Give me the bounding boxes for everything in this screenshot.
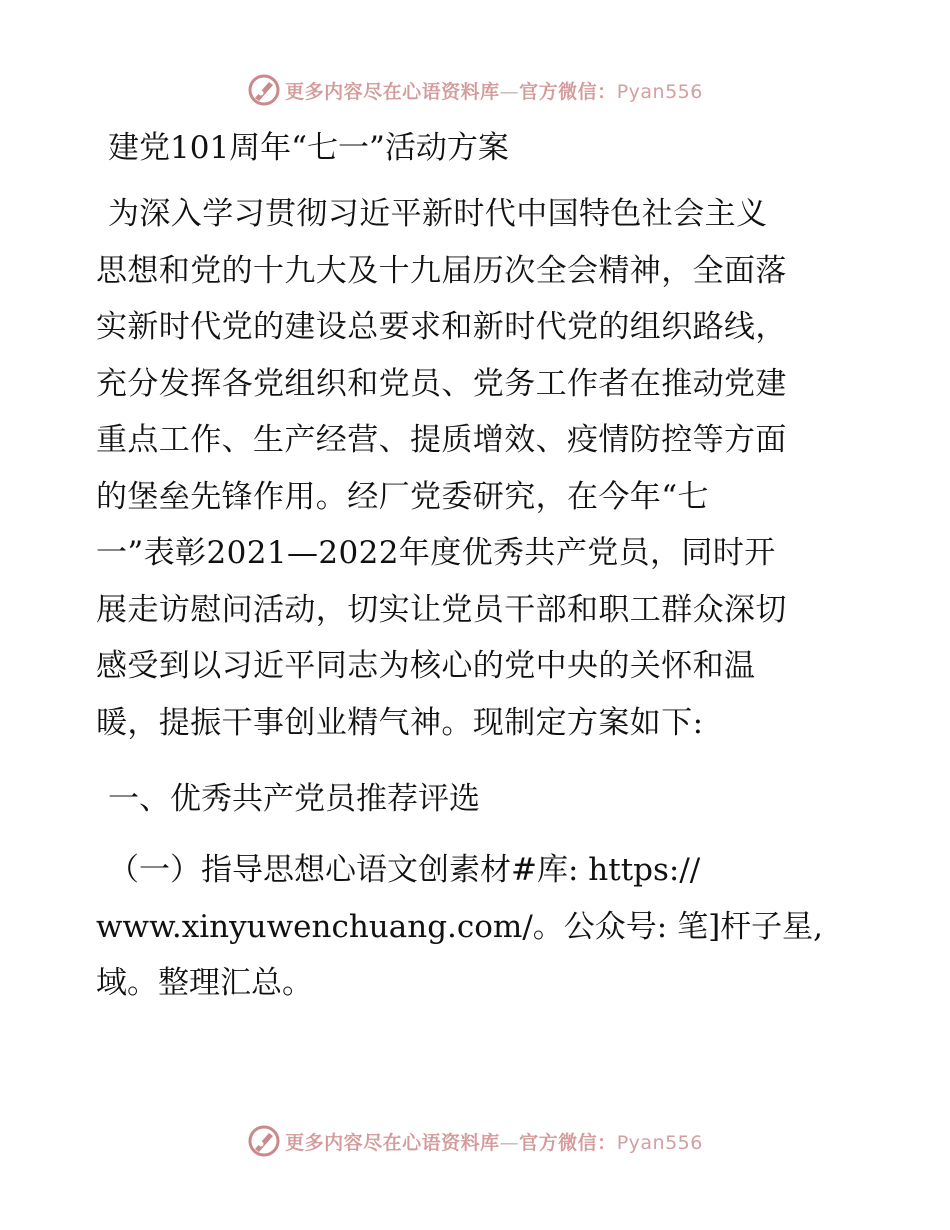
watermark-text: 更多内容尽在心语资料库—官方微信：Pyan556 bbox=[285, 1131, 703, 1154]
document-body bbox=[96, 120, 856, 1011]
watermark-header bbox=[0, 70, 950, 110]
subsection-line: （一）指导思想心语文创素材#库: https:// bbox=[108, 852, 701, 888]
watermark-footer bbox=[0, 1121, 950, 1161]
intro-line: 重点工作、生产经营、提质增效、疫情防控等方面 bbox=[96, 422, 787, 458]
intro-line: 一”表彰2021—2022年度优秀共产党员，同时开 bbox=[96, 535, 776, 571]
pen-circle-logo-icon bbox=[247, 1124, 281, 1158]
intro-paragraph bbox=[96, 186, 856, 751]
subsection-line: www.xinyuwenchuang.com/。公众号: 笔]杆子星, bbox=[96, 908, 824, 945]
intro-line: 的堡垒先锋作用。经厂党委研究，在今年“七 bbox=[96, 478, 709, 515]
intro-line: 暖，提振干事创业精气神。现制定方案如下: bbox=[96, 704, 704, 741]
intro-line: 实新时代党的建设总要求和新时代党的组织路线， bbox=[96, 309, 787, 345]
intro-line: 展走访慰问活动，切实让党员干部和职工群众深切 bbox=[96, 591, 787, 628]
section-heading: 一、优秀共产党员推荐评选 bbox=[108, 781, 480, 817]
intro-line: 充分发挥各党组织和党员、党务工作者在推动党建 bbox=[96, 365, 787, 402]
subsection-paragraph bbox=[96, 841, 856, 1011]
pen-circle-logo-icon bbox=[247, 73, 281, 107]
intro-line: 为深入学习贯彻习近平新时代中国特色社会主义 bbox=[108, 196, 768, 232]
document-title: 建党101周年“七一”活动方案 bbox=[108, 130, 509, 166]
intro-line: 思想和党的十九大及十九届历次全会精神，全面落 bbox=[96, 252, 787, 289]
watermark-text: 更多内容尽在心语资料库—官方微信：Pyan556 bbox=[285, 80, 703, 103]
subsection-line: 域。整理汇总。 bbox=[96, 965, 313, 1001]
intro-line: 感受到以习近平同志为核心的党中央的关怀和温 bbox=[96, 648, 756, 684]
